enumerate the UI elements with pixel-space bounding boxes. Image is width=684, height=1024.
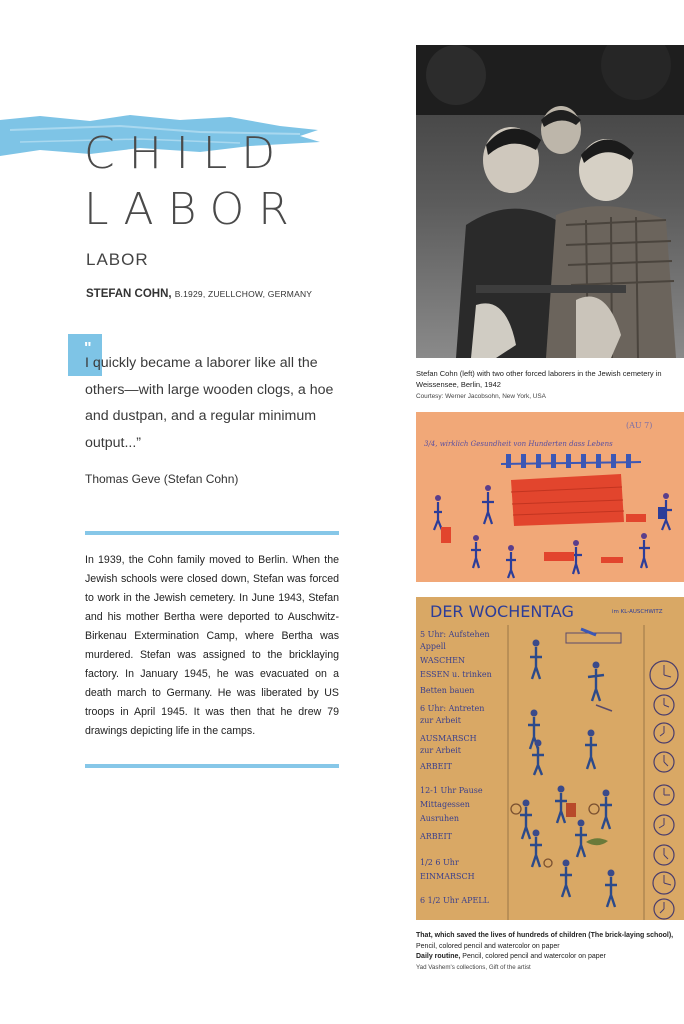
byline-meta: B.1929, ZUELLCHOW, GERMANY	[174, 289, 313, 299]
byline-name: STEFAN COHN,	[86, 288, 172, 300]
divider-bottom	[85, 764, 339, 768]
artwork-collection: Yad Vashem's collections, Gift of the artist	[416, 963, 531, 971]
body-paragraph: In 1939, the Cohn family moved to Berlin. When the Jewish schools were closed down, Stefan was forced to work in the Jewish cemetery. In June 1943, Stefan and his mother Bertha were deported to Auschwitz-Birkenau Extermination Camp, where Bertha was murdered. Stefan was assigned to the bricklaying factory. In January 1945, he was evacuated on a death march to Germany. He was liberated by US troops in April 1945. It was then that he drew 79 drawings depicting life in the camps.	[85, 554, 339, 737]
quote-text: I quickly became a laborer like all the others—with large wooden clogs, a hoe and dustpan, and a regular minimum output...”	[85, 355, 334, 451]
schedule-line: AUSMARSCH	[420, 734, 477, 743]
historical-photo	[416, 45, 684, 358]
page-title-line2: LABOR	[84, 184, 303, 235]
schedule-line: ARBEIT	[420, 762, 453, 771]
byline	[86, 288, 312, 300]
schedule-line: 6 Uhr: Antreten	[420, 704, 485, 713]
artwork-caption	[416, 931, 684, 973]
schedule-line: Appell	[420, 642, 446, 651]
schedule-line: Ausruhen	[420, 814, 460, 823]
artwork1-title: That, which saved the lives of hundreds of children (The brick-laying school),	[416, 932, 674, 939]
page-title-line1: CHILD	[84, 128, 290, 179]
quote-author: Thomas Geve (Stefan Cohn)	[85, 472, 239, 486]
schedule-line: ESSEN u. trinken	[420, 670, 492, 679]
artwork2-medium: Pencil, colored pencil and watercolor on paper	[462, 953, 606, 960]
drawing2-header-text: DER WOCHENTAG	[430, 602, 574, 621]
artwork2-title: Daily routine,	[416, 953, 461, 960]
schedule-line: ARBEIT	[420, 832, 453, 841]
schedule-line: Betten bauen	[420, 686, 475, 695]
artwork1-medium: Pencil, colored pencil and watercolor on paper	[416, 942, 560, 950]
schedule-line: zur Arbeit	[420, 746, 461, 755]
quote-mark: "	[84, 340, 92, 357]
schedule-line: 5 Uhr: Aufstehen	[420, 630, 490, 639]
photo-caption	[416, 369, 684, 403]
drawing-daily-routine	[416, 597, 684, 920]
photo-credit: Courtesy: Werner Jacobsohn, New York, USA	[416, 393, 546, 400]
schedule-line: Mittagessen	[420, 800, 470, 809]
drawing-brick-laying-school	[416, 412, 684, 582]
schedule-line: 1/2 6 Uhr	[420, 858, 459, 867]
drawing1-corner-text: (AU 7)	[626, 421, 653, 430]
page-subtitle: LABOR	[86, 250, 149, 269]
schedule-line: WASCHEN	[420, 656, 466, 665]
schedule-line: EINMARSCH	[420, 872, 475, 881]
drawing1-header-text: 3/4, wirklich Gesundheit von Hunderten dass Lebens	[424, 440, 613, 448]
schedule-line: 12-1 Uhr Pause	[420, 786, 483, 795]
divider-top	[85, 531, 339, 535]
schedule-line: zur Arbeit	[420, 716, 461, 725]
schedule-line: 6 1/2 Uhr APELL	[420, 896, 489, 905]
photo-caption-text: Stefan Cohn (left) with two other forced laborers in the Jewish cemetery in Weissensee, Berlin, 1942	[416, 369, 662, 389]
drawing2-corner-text: im KL-AUSCHWITZ	[612, 609, 663, 615]
